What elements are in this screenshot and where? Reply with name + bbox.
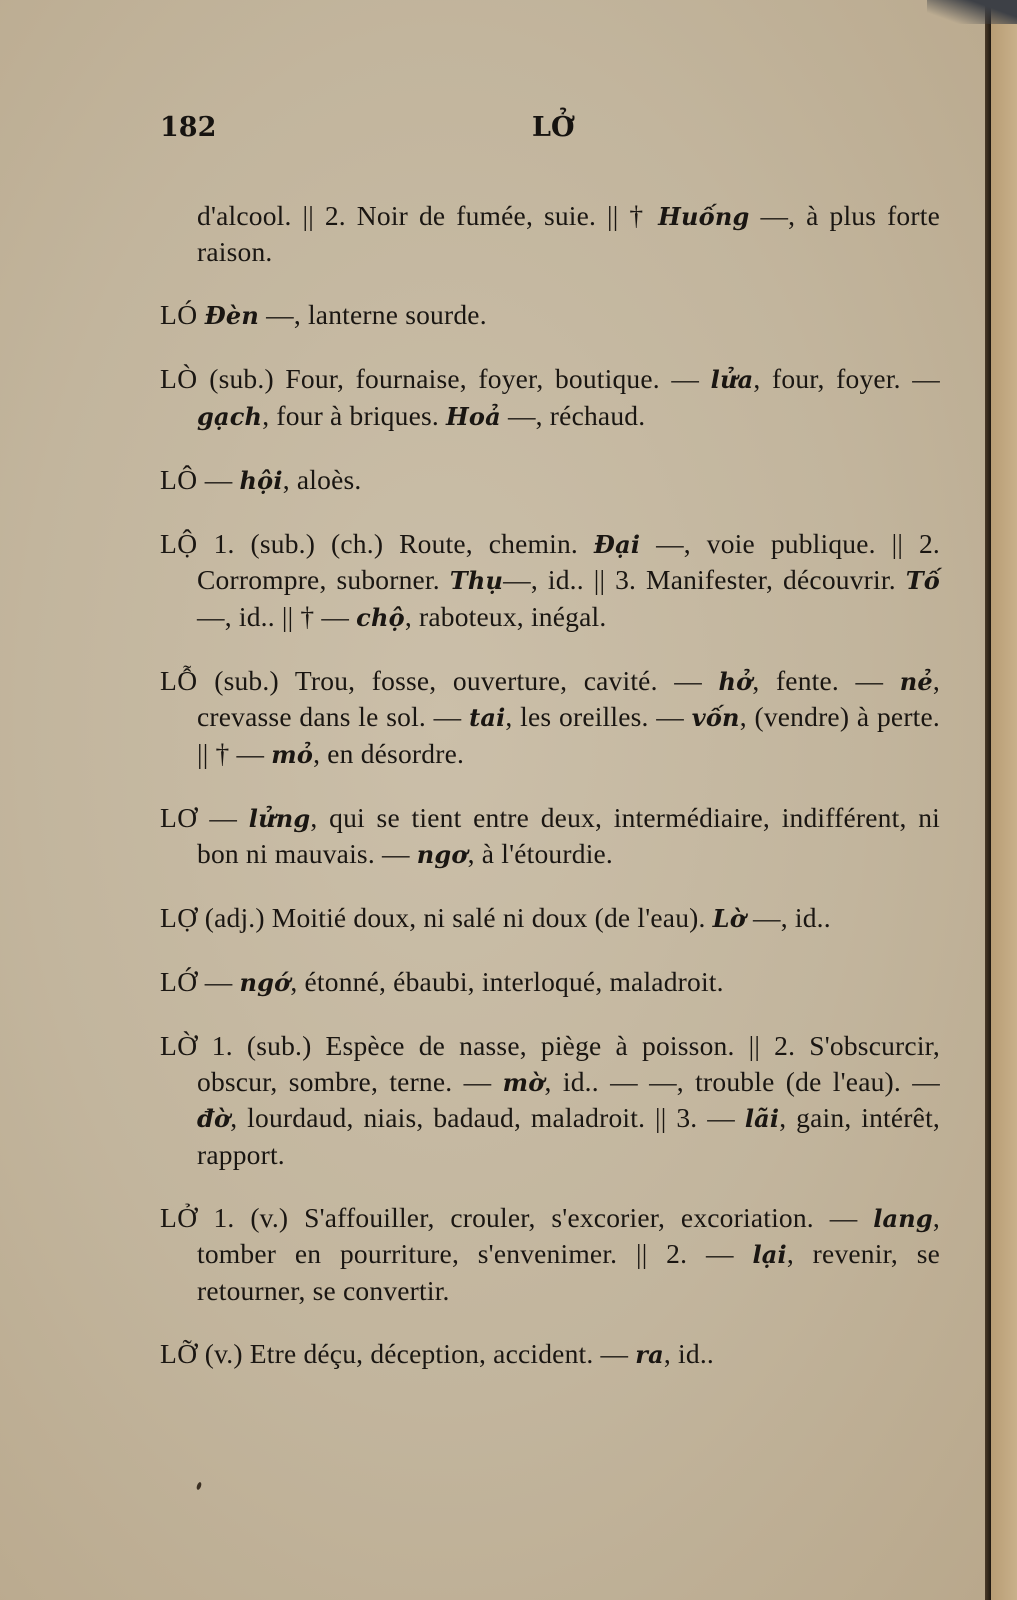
vietnamese-term: tai bbox=[469, 703, 506, 732]
definition-text: —, lanterne sourde. bbox=[259, 299, 487, 330]
dictionary-entry bbox=[160, 1336, 940, 1373]
dictionary-entries bbox=[160, 170, 940, 1384]
vietnamese-term: Lờ bbox=[712, 904, 746, 933]
definition-text: , four à briques. bbox=[262, 399, 447, 431]
facing-page-edge bbox=[991, 0, 1017, 1600]
definition-text: , les oreilles. — bbox=[505, 701, 692, 732]
definition-text: , en désordre. bbox=[313, 737, 465, 769]
definition-text: (adj.) Moitié doux, ni salé ni doux (de l'eau). bbox=[197, 902, 713, 933]
definition-text: 1. (v.) S'affouiller, crouler, s'excorier, excoriation. — bbox=[197, 1201, 874, 1233]
page-header bbox=[160, 112, 935, 152]
definition-text: , crevasse dans le sol. — bbox=[197, 664, 940, 732]
dictionary-entry bbox=[160, 900, 940, 937]
definition-text: (sub.) Trou, fosse, ouverture, cavité. — bbox=[197, 664, 719, 696]
headword: LỚ bbox=[160, 966, 198, 997]
vietnamese-term: lửng bbox=[248, 803, 311, 833]
definition-text: —, id.. || 3. Manifester, découvrir. bbox=[503, 564, 906, 595]
definition-text: (sub.) Four, fournaise, foyer, boutique. — bbox=[197, 363, 711, 394]
vietnamese-term: mờ bbox=[502, 1067, 545, 1097]
definition-text: —, voie publique. || 2. Corrompre, suborner. bbox=[197, 527, 940, 595]
headword: LÒ bbox=[160, 363, 198, 394]
definition-text: , qui se tient entre deux, intermédiaire, indifférent, ni bon ni mauvais. — bbox=[197, 801, 941, 869]
headword: LỘ bbox=[160, 527, 198, 559]
definition-text: d'alcool. || 2. Noir de fumée, suie. || † bbox=[197, 199, 659, 231]
vietnamese-term: gạch bbox=[197, 401, 263, 431]
definition-text: , tomber en pourriture, s'envenimer. || 2. — bbox=[197, 1201, 940, 1269]
vietnamese-term: Hoả bbox=[446, 401, 501, 431]
definition-text: 1. (sub.) Espèce de nasse, piège à poisson. || 2. S'obscurcir, obscur, sombre, terne. — bbox=[197, 1030, 940, 1097]
definition-text: , id.. — —, trouble (de l'eau). — bbox=[544, 1065, 940, 1097]
vietnamese-term: Đèn bbox=[204, 301, 260, 330]
vietnamese-term: ngớ bbox=[239, 968, 291, 997]
vietnamese-term: Tố bbox=[905, 566, 940, 595]
dictionary-entry bbox=[160, 1200, 940, 1309]
dictionary-entry bbox=[160, 1028, 940, 1172]
definition-text: —, id.. || † — bbox=[197, 600, 357, 632]
vietnamese-term: Đại bbox=[593, 529, 641, 559]
dictionary-entry bbox=[160, 800, 940, 873]
dictionary-entry bbox=[160, 526, 940, 636]
vietnamese-term: lãi bbox=[744, 1104, 780, 1133]
vietnamese-term: chộ bbox=[356, 602, 405, 632]
definition-text: , (vendre) à perte. || † — bbox=[197, 701, 940, 769]
definition-text: , lourdaud, niais, badaud, maladroit. || 3. — bbox=[230, 1102, 745, 1133]
page-number: 182 bbox=[160, 112, 217, 143]
definition-text: , étonné, ébaubi, interloqué, maladroit. bbox=[290, 966, 724, 997]
vietnamese-term: đờ bbox=[197, 1104, 231, 1133]
vietnamese-term: ngơ bbox=[416, 840, 468, 869]
definition-text: , id.. bbox=[663, 1337, 714, 1369]
vietnamese-term: hở bbox=[718, 666, 753, 696]
headword: LƠ bbox=[160, 801, 198, 833]
headword: LỜ bbox=[160, 1030, 198, 1061]
headword: LÔ bbox=[160, 463, 198, 495]
definition-text: , revenir, se retourner, se convertir. bbox=[197, 1238, 940, 1306]
definition-text: , four, foyer. — bbox=[753, 363, 940, 394]
vietnamese-term: lửa bbox=[710, 365, 754, 394]
definition-text: —, réchaud. bbox=[500, 399, 646, 431]
dictionary-entry bbox=[160, 663, 940, 773]
dictionary-entry bbox=[160, 361, 940, 434]
definition-text: , raboteux, inégal. bbox=[404, 600, 607, 632]
headword: LỢ bbox=[160, 902, 198, 933]
definition-text: , aloès. bbox=[282, 463, 362, 495]
definition-text: —, à plus forte raison. bbox=[197, 199, 940, 267]
headword: LÓ bbox=[160, 299, 198, 330]
definition-text: — bbox=[197, 801, 249, 833]
vietnamese-term: Huống bbox=[658, 201, 750, 231]
headword: LỖ bbox=[160, 664, 198, 696]
vietnamese-term: lại bbox=[752, 1240, 787, 1269]
ink-speck bbox=[196, 1482, 202, 1491]
definition-text: , fente. — bbox=[752, 664, 900, 696]
definition-text: — bbox=[197, 463, 240, 495]
running-head: LỞ bbox=[532, 112, 575, 143]
dictionary-entry bbox=[160, 297, 940, 334]
headword: LỠ bbox=[160, 1337, 198, 1369]
vietnamese-term: lang bbox=[873, 1203, 933, 1233]
definition-text: , à l'étourdie. bbox=[467, 838, 614, 869]
vietnamese-term: ra bbox=[635, 1339, 664, 1369]
definition-text: (v.) Etre déçu, déception, accident. — bbox=[197, 1337, 636, 1369]
definition-text bbox=[198, 299, 205, 330]
dictionary-entry bbox=[160, 462, 940, 499]
definition-text: — bbox=[197, 966, 240, 997]
headword: LỞ bbox=[160, 1201, 198, 1233]
dictionary-entry bbox=[160, 964, 940, 1001]
definition-text: 1. (sub.) (ch.) Route, chemin. bbox=[197, 527, 594, 559]
dictionary-entry bbox=[160, 198, 940, 270]
vietnamese-term: vốn bbox=[691, 703, 740, 732]
vietnamese-term: mỏ bbox=[271, 739, 314, 769]
definition-text: —, id.. bbox=[745, 902, 831, 933]
vietnamese-term: hội bbox=[239, 465, 283, 495]
definition-text: , gain, intérêt, rapport. bbox=[197, 1102, 940, 1170]
background-corner bbox=[927, 0, 1017, 24]
vietnamese-term: Thụ bbox=[449, 566, 504, 595]
vietnamese-term: nẻ bbox=[899, 666, 933, 696]
